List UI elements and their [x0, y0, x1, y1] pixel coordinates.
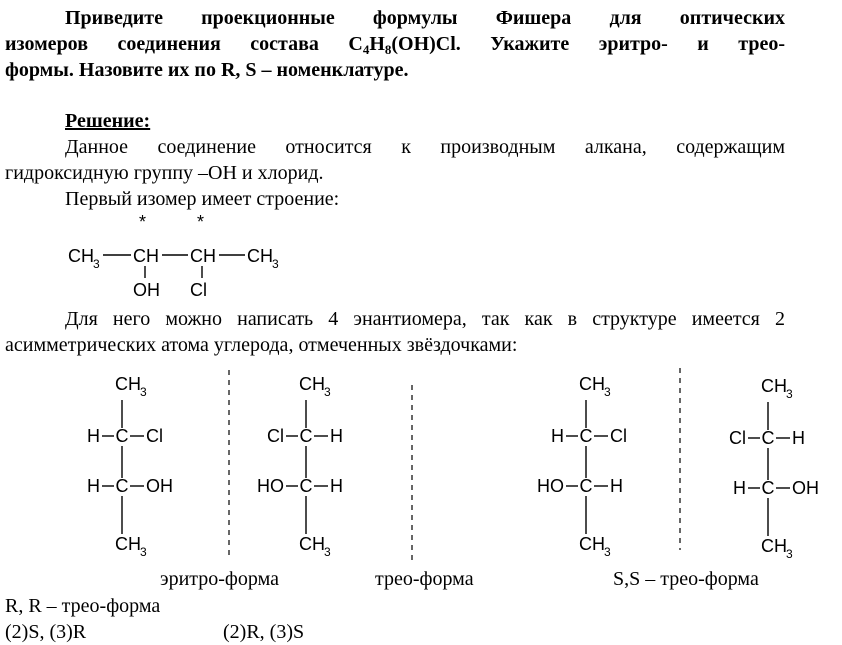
f4-bottom-ch3: CH	[761, 536, 787, 556]
f1-row1-right: Cl	[146, 426, 163, 446]
task-line-2-sub2: 8	[384, 42, 392, 57]
task-line-2-mid: H	[369, 33, 385, 55]
caption-rr-threo: R, R – трео-форма	[5, 595, 161, 617]
caption-config-2: (2)R, (3)S	[223, 621, 305, 643]
task-line-3: формы. Назовите их по R, S – номенклатуре.	[5, 59, 409, 81]
fischer-projections	[0, 360, 842, 570]
f1-top-ch3-sub: 3	[140, 385, 147, 399]
ch3-right-sub: 3	[272, 257, 279, 271]
f3-bottom-ch3-sub: 3	[604, 545, 611, 559]
f2-row1-left: Cl	[267, 426, 284, 446]
task-line-2-sub1: 4	[362, 42, 370, 57]
solution-p1-line2: гидроксидную группу –OH и хлорид.	[5, 162, 324, 184]
f1-bottom-ch3: CH	[115, 534, 141, 554]
cl-group: Cl	[190, 280, 207, 300]
f3-row2-left: HO	[537, 476, 564, 496]
solution-p3-line1: Для него можно написать 4 энантиомера, так как в структуре имеется 2	[65, 308, 785, 330]
f1-bottom-ch3-sub: 3	[140, 545, 147, 559]
f3-top-ch3: CH	[579, 374, 605, 394]
task-line-1: Приведите проекционные формулы Фишера для оптических	[65, 7, 785, 29]
f2-top-ch3: CH	[299, 374, 325, 394]
ch3-left-sub: 3	[93, 257, 100, 271]
solution-p2: Первый изомер имеет строение:	[65, 188, 340, 210]
ch3-right: CH	[247, 246, 273, 266]
task-line-2-pre: изомеров соединения состава C	[5, 33, 363, 55]
caption-config-1: (2)S, (3)R	[5, 621, 87, 643]
caption-erythro: эритро-форма	[160, 568, 279, 590]
f4-row1-right: H	[792, 428, 805, 448]
f4-bottom-ch3-sub: 3	[786, 547, 793, 561]
f2-row2-right: H	[330, 476, 343, 496]
f3-row1-left: H	[551, 426, 564, 446]
condensed-structure	[0, 210, 320, 300]
f1-row2-right: OH	[146, 476, 173, 496]
solution-p3-line2: асимметрических атома углерода, отмеченных звёздочками:	[5, 334, 518, 356]
star-1: *	[139, 212, 147, 232]
f4-row2-right: OH	[792, 478, 819, 498]
f3-carbon-2: C	[579, 476, 593, 496]
f4-row1-left: Cl	[729, 428, 746, 448]
f1-row2-left: H	[87, 476, 100, 496]
f2-carbon-2: C	[299, 476, 313, 496]
f2-bottom-ch3-sub: 3	[324, 545, 331, 559]
caption-ss-threo: S,S – трео-форма	[613, 568, 759, 590]
f1-row1-left: H	[87, 426, 100, 446]
f4-carbon-2: C	[761, 478, 775, 498]
f2-bottom-ch3: CH	[299, 534, 325, 554]
ch3-left: CH	[68, 246, 94, 266]
ch-1: CH	[133, 246, 159, 266]
oh-group: OH	[133, 280, 160, 300]
star-2: *	[197, 212, 205, 232]
f3-carbon-1: C	[579, 426, 593, 446]
f3-bottom-ch3: CH	[579, 534, 605, 554]
f4-row2-left: H	[733, 478, 746, 498]
f1-top-ch3: CH	[115, 374, 141, 394]
f4-top-ch3: CH	[761, 376, 787, 396]
f2-row1-right: H	[330, 426, 343, 446]
f4-top-ch3-sub: 3	[786, 387, 793, 401]
caption-threo: трео-форма	[375, 568, 474, 590]
f2-top-ch3-sub: 3	[324, 385, 331, 399]
f3-row2-right: H	[610, 476, 623, 496]
task-line-2	[5, 31, 785, 57]
solution-heading: Решение:	[65, 110, 151, 132]
f4-carbon-1: C	[761, 428, 775, 448]
task-line-2-post: (OH)Cl. Укажите эритро- и трео-	[391, 33, 785, 55]
f2-row2-left: HO	[257, 476, 284, 496]
f3-row1-right: Cl	[610, 426, 627, 446]
solution-p1-line1: Данное соединение относится к производным алкана, содержащим	[65, 136, 785, 158]
ch-2: CH	[190, 246, 216, 266]
f3-top-ch3-sub: 3	[604, 385, 611, 399]
f1-carbon-2: C	[115, 476, 129, 496]
f2-carbon-1: C	[299, 426, 313, 446]
f1-carbon-1: C	[115, 426, 129, 446]
